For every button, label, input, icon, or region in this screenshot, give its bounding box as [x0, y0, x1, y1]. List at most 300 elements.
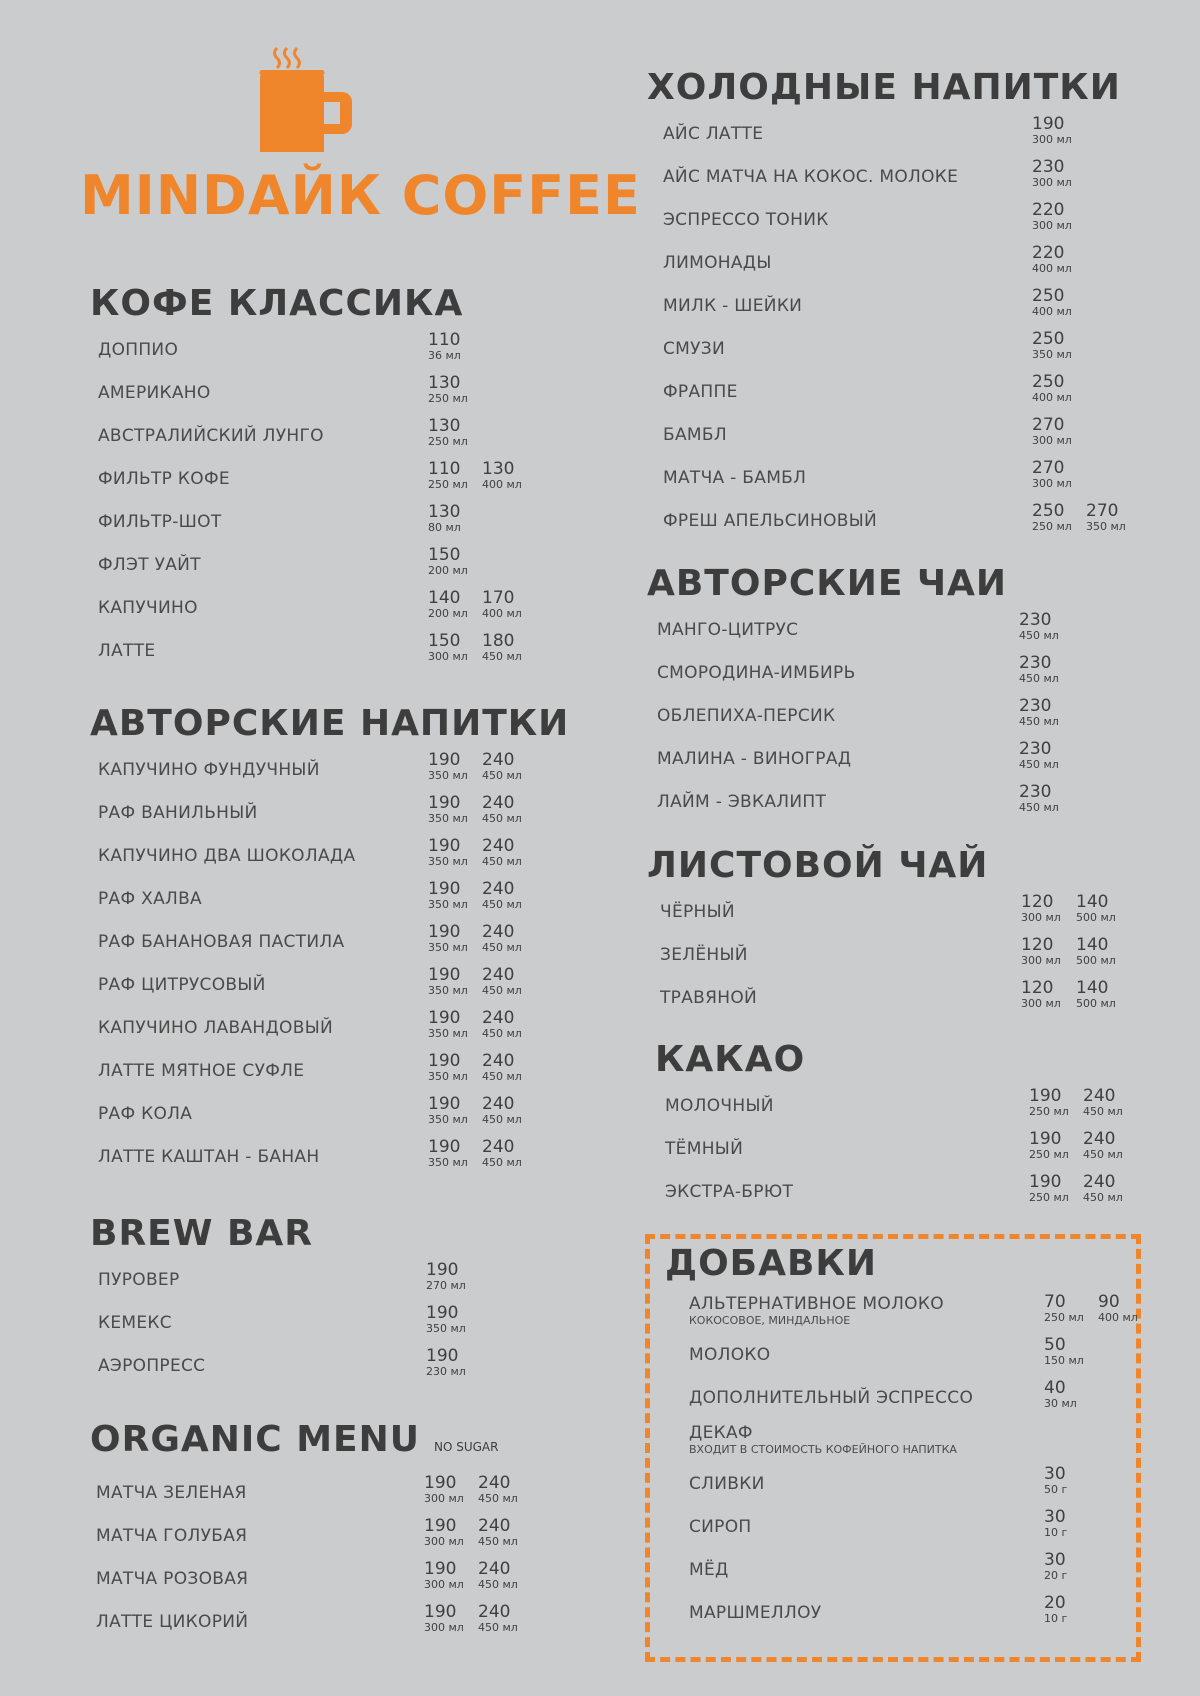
- menu-item: [663, 157, 1121, 200]
- menu-item: [98, 588, 522, 631]
- section-note: NO SUGAR: [434, 1440, 499, 1454]
- menu-item: [689, 1464, 1068, 1507]
- item-price: [1019, 653, 1071, 685]
- price-volume: 250 мл: [1029, 1191, 1069, 1204]
- price-value: 230: [1019, 653, 1052, 673]
- price-value: 240: [482, 879, 515, 899]
- menu-list: [663, 114, 1126, 544]
- item-price: [1029, 1129, 1081, 1161]
- price-volume: 20 г: [1044, 1569, 1068, 1582]
- section-title-text: ДОБАВКИ: [665, 1243, 877, 1284]
- price-volume: 250 мл: [428, 392, 468, 405]
- price-volume: 450 мл: [1083, 1191, 1123, 1204]
- price-volume: 300 мл: [1032, 133, 1072, 146]
- price-volume: 350 мл: [428, 898, 468, 911]
- menu-item: [689, 1378, 1077, 1421]
- price-value: 270: [1086, 501, 1119, 521]
- menu-item: [98, 330, 463, 373]
- price-value: 270: [1032, 458, 1065, 478]
- menu-item: [663, 286, 1121, 329]
- menu-item: [98, 545, 468, 588]
- item-price: [428, 631, 480, 663]
- price-value: 190: [428, 750, 461, 770]
- item-name: МАТЧА - БАМБЛ: [663, 468, 807, 488]
- price-volume: 450 мл: [482, 941, 522, 954]
- price-volume: 350 мл: [428, 1113, 468, 1126]
- section-title-text: ORGANIC MENU: [90, 1419, 420, 1460]
- item-price: [428, 416, 480, 448]
- price-volume: 450 мл: [482, 1156, 522, 1169]
- price-value: 240: [482, 1094, 515, 1114]
- item-price: [426, 1303, 478, 1335]
- section-title: [665, 1244, 877, 1284]
- section-title: [90, 704, 569, 744]
- item-price: [1076, 892, 1128, 924]
- item-price: [428, 588, 480, 620]
- menu-item: [689, 1335, 1084, 1378]
- item-name: СМУЗИ: [663, 339, 726, 359]
- item-name: МОЛОЧНЫЙ: [665, 1096, 774, 1116]
- menu-item: [98, 750, 569, 793]
- item-price: [1021, 978, 1073, 1010]
- item-price: [428, 965, 480, 997]
- item-price: [426, 1346, 478, 1378]
- section-title: [90, 1420, 498, 1467]
- item-name: РАФ ХАЛВА: [98, 889, 202, 909]
- price-volume: 450 мл: [482, 1070, 522, 1083]
- item-price: [428, 879, 480, 911]
- menu-item: [689, 1507, 1068, 1550]
- item-price: [1032, 415, 1084, 447]
- item-price: [1021, 935, 1073, 967]
- menu-item: [96, 1473, 518, 1516]
- price-value: 120: [1021, 978, 1054, 998]
- item-name: БАМБЛ: [663, 425, 727, 445]
- menu-item: [689, 1550, 1068, 1593]
- price-volume: 450 мл: [1083, 1148, 1123, 1161]
- price-volume: 350 мл: [428, 1027, 468, 1040]
- item-name: РАФ БАНАНОВАЯ ПАСТИЛА: [98, 932, 345, 952]
- item-name: СМОРОДИНА-ИМБИРЬ: [657, 663, 856, 683]
- item-price: [1019, 782, 1071, 814]
- menu-list: [98, 750, 569, 1180]
- menu-item: [663, 501, 1126, 544]
- price-volume: 450 мл: [478, 1535, 518, 1548]
- menu-item: [98, 922, 569, 965]
- price-volume: 300 мл: [1021, 911, 1061, 924]
- price-volume: 270 мл: [426, 1279, 466, 1292]
- menu-list: [98, 1260, 466, 1389]
- menu-item: [96, 1602, 518, 1645]
- item-price: [482, 879, 534, 911]
- price-value: 240: [478, 1559, 511, 1579]
- item-price: [428, 793, 480, 825]
- price-value: 20: [1044, 1593, 1066, 1613]
- price-value: 240: [478, 1516, 511, 1536]
- section-coffee-classic: [90, 283, 522, 674]
- item-price: [482, 1137, 534, 1169]
- item-subtitle: КОКОСОВОЕ, МИНДАЛЬНОЕ: [689, 1314, 851, 1327]
- section-title-text: BREW BAR: [90, 1213, 314, 1254]
- price-volume: 350 мл: [1032, 348, 1072, 361]
- price-value: 230: [1019, 782, 1052, 802]
- menu-item: [98, 879, 569, 922]
- item-price: [428, 836, 480, 868]
- section-title: [647, 846, 988, 886]
- price-value: 130: [482, 459, 515, 479]
- item-price: [1044, 1550, 1096, 1582]
- menu-item: [98, 1051, 569, 1094]
- price-volume: 36 мл: [428, 349, 461, 362]
- price-value: 110: [428, 330, 461, 350]
- price-value: 130: [428, 416, 461, 436]
- item-name: ФЛЭТ УАЙТ: [98, 555, 201, 575]
- price-value: 190: [428, 879, 461, 899]
- price-volume: 500 мл: [1076, 997, 1116, 1010]
- price-volume: 300 мл: [1032, 176, 1072, 189]
- item-name: ФРАППЕ: [663, 382, 738, 402]
- item-price: [428, 1137, 480, 1169]
- item-name: АЙС МАТЧА НА КОКОС. МОЛОКЕ: [663, 167, 959, 187]
- price-value: 120: [1021, 935, 1054, 955]
- item-name: РАФ КОЛА: [98, 1104, 193, 1124]
- menu-item: [98, 1137, 569, 1180]
- price-volume: 350 мл: [428, 812, 468, 825]
- price-volume: 450 мл: [482, 855, 522, 868]
- item-name: ФИЛЬТР КОФЕ: [98, 469, 230, 489]
- item-price: [1032, 501, 1084, 533]
- price-value: 130: [428, 373, 461, 393]
- price-volume: 250 мл: [1029, 1105, 1069, 1118]
- price-value: 30: [1044, 1464, 1066, 1484]
- price-volume: 400 мл: [482, 478, 522, 491]
- price-value: 180: [482, 631, 515, 651]
- price-value: 140: [428, 588, 461, 608]
- price-volume: 230 мл: [426, 1365, 466, 1378]
- item-price: [478, 1559, 530, 1591]
- item-price: [482, 1008, 534, 1040]
- item-name: РАФ ЦИТРУСОВЫЙ: [98, 975, 266, 995]
- item-name: МЁД: [689, 1560, 729, 1580]
- price-volume: 200 мл: [428, 564, 468, 577]
- section-organic-menu: [90, 1419, 518, 1645]
- price-value: 120: [1021, 892, 1054, 912]
- item-price: [482, 588, 534, 620]
- item-price: [424, 1516, 476, 1548]
- section-brew-bar: [90, 1213, 466, 1389]
- menu-item: [663, 372, 1121, 415]
- item-name: АВСТРАЛИЙСКИЙ ЛУНГО: [98, 426, 324, 446]
- menu-item: [657, 610, 1059, 653]
- price-volume: 30 мл: [1044, 1397, 1077, 1410]
- item-name: МАТЧА ГОЛУБАЯ: [96, 1526, 248, 1546]
- price-volume: 400 мл: [1032, 262, 1072, 275]
- item-price: [428, 922, 480, 954]
- coffee-cup-icon: [255, 40, 375, 155]
- menu-item: [98, 416, 468, 459]
- section-title: [90, 1214, 313, 1254]
- price-volume: 10 г: [1044, 1612, 1068, 1625]
- price-volume: 350 мл: [1086, 520, 1126, 533]
- menu-item: [663, 243, 1121, 286]
- price-volume: 450 мл: [478, 1578, 518, 1591]
- section-title-text: КОФЕ КЛАССИКА: [90, 283, 464, 324]
- price-value: 190: [428, 1094, 461, 1114]
- price-value: 140: [1076, 892, 1109, 912]
- price-value: 240: [482, 1051, 515, 1071]
- item-price: [1029, 1086, 1081, 1118]
- menu-item: [96, 1516, 518, 1559]
- menu-item: [98, 373, 468, 416]
- item-name: ЭСПРЕССО ТОНИК: [663, 210, 829, 230]
- price-volume: 450 мл: [1019, 715, 1059, 728]
- item-name: ЭКСТРА-БРЮТ: [665, 1182, 794, 1202]
- price-value: 190: [1029, 1086, 1062, 1106]
- price-value: 190: [424, 1602, 457, 1622]
- price-volume: 350 мл: [428, 1156, 468, 1169]
- menu-item: [657, 653, 1059, 696]
- price-value: 190: [428, 922, 461, 942]
- item-name: ТЁМНЫЙ: [665, 1139, 744, 1159]
- price-value: 240: [482, 922, 515, 942]
- price-value: 70: [1044, 1292, 1066, 1312]
- item-name: МАРШМЕЛЛОУ: [689, 1603, 822, 1623]
- item-name: ЛАЙМ - ЭВКАЛИПТ: [657, 792, 827, 812]
- item-name: КАПУЧИНО ФУНДУЧНЫЙ: [98, 760, 320, 780]
- item-name: СИРОП: [689, 1517, 752, 1537]
- item-price: [1032, 243, 1084, 275]
- item-name: МАНГО-ЦИТРУС: [657, 620, 799, 640]
- price-volume: 250 мл: [1029, 1148, 1069, 1161]
- menu-item: [689, 1421, 957, 1464]
- price-volume: 450 мл: [1019, 801, 1059, 814]
- menu-item: [98, 1346, 466, 1389]
- price-volume: 400 мл: [482, 607, 522, 620]
- menu-item: [98, 1094, 569, 1137]
- price-volume: 80 мл: [428, 521, 461, 534]
- section-title-text: АВТОРСКИЕ НАПИТКИ: [90, 703, 570, 744]
- price-value: 240: [482, 750, 515, 770]
- menu-item: [98, 631, 522, 674]
- item-name: АЛЬТЕРНАТИВНОЕ МОЛОКО: [689, 1294, 944, 1314]
- price-value: 230: [1019, 610, 1052, 630]
- price-volume: 350 мл: [428, 769, 468, 782]
- item-price: [428, 459, 480, 491]
- item-name: КАПУЧИНО: [98, 598, 198, 618]
- item-name: ЛАТТЕ ЦИКОРИЙ: [96, 1612, 249, 1632]
- price-volume: 200 мл: [428, 607, 468, 620]
- price-value: 240: [482, 965, 515, 985]
- price-value: 240: [478, 1602, 511, 1622]
- price-value: 140: [1076, 935, 1109, 955]
- item-price: [1019, 696, 1071, 728]
- menu-list: [665, 1086, 1123, 1215]
- menu-item: [663, 114, 1121, 157]
- menu-item: [98, 1303, 466, 1346]
- item-price: [1044, 1464, 1096, 1496]
- price-value: 240: [482, 1008, 515, 1028]
- item-price: [1032, 372, 1084, 404]
- price-value: 250: [1032, 372, 1065, 392]
- menu-item: [98, 965, 569, 1008]
- price-value: 220: [1032, 243, 1065, 263]
- menu-item: [98, 1260, 466, 1303]
- item-price: [1076, 978, 1128, 1010]
- item-name: МОЛОКО: [689, 1345, 771, 1365]
- price-value: 240: [478, 1473, 511, 1493]
- item-price: [1044, 1507, 1096, 1539]
- price-volume: 250 мл: [428, 435, 468, 448]
- menu-item: [98, 836, 569, 879]
- brand-name: MINDАЙК COFFEE: [80, 164, 641, 227]
- item-price: [1044, 1292, 1096, 1324]
- section-title-text: ЛИСТОВОЙ ЧАЙ: [647, 845, 989, 886]
- section-addons: [665, 1243, 1138, 1636]
- price-value: 190: [426, 1260, 459, 1280]
- price-volume: 500 мл: [1076, 954, 1116, 967]
- price-volume: 450 мл: [1019, 629, 1059, 642]
- menu-item: [660, 978, 1116, 1021]
- price-value: 40: [1044, 1378, 1066, 1398]
- price-value: 50: [1044, 1335, 1066, 1355]
- price-volume: 450 мл: [482, 769, 522, 782]
- item-name: ФРЕШ АПЕЛЬСИНОВЫЙ: [663, 511, 878, 531]
- price-volume: 300 мл: [1021, 954, 1061, 967]
- item-name: АЭРОПРЕСС: [98, 1356, 206, 1376]
- item-price: [1021, 892, 1073, 924]
- menu-item: [98, 793, 569, 836]
- item-name: ЛИМОНАДЫ: [663, 253, 772, 273]
- price-value: 190: [424, 1473, 457, 1493]
- price-value: 110: [428, 459, 461, 479]
- item-price: [428, 545, 480, 577]
- price-volume: 250 мл: [1032, 520, 1072, 533]
- section-cold-drinks: [645, 67, 1126, 544]
- price-value: 250: [1032, 501, 1065, 521]
- section-leaf-tea: [645, 845, 1116, 1021]
- item-price: [428, 1008, 480, 1040]
- price-value: 190: [1029, 1172, 1062, 1192]
- item-name: ДЕКАФ: [689, 1423, 753, 1443]
- item-name: ЛАТТЕ: [98, 641, 156, 661]
- price-volume: 450 мл: [482, 898, 522, 911]
- item-price: [1032, 329, 1084, 361]
- price-value: 150: [428, 631, 461, 651]
- item-price: [424, 1602, 476, 1634]
- item-name: МАЛИНА - ВИНОГРАД: [657, 749, 852, 769]
- price-volume: 300 мл: [424, 1621, 464, 1634]
- price-volume: 450 мл: [1019, 672, 1059, 685]
- menu-item: [98, 502, 463, 545]
- brand-logo: [80, 40, 641, 240]
- price-value: 230: [1019, 739, 1052, 759]
- menu-list: [96, 1473, 518, 1645]
- price-volume: 300 мл: [428, 650, 468, 663]
- item-price: [1032, 157, 1084, 189]
- price-value: 230: [1019, 696, 1052, 716]
- item-price: [482, 631, 534, 663]
- price-volume: 450 мл: [482, 650, 522, 663]
- price-volume: 400 мл: [1032, 305, 1072, 318]
- price-volume: 250 мл: [428, 478, 468, 491]
- item-price: [1032, 286, 1084, 318]
- price-volume: 300 мл: [1032, 434, 1072, 447]
- item-price: [1076, 935, 1128, 967]
- price-volume: 300 мл: [424, 1492, 464, 1505]
- item-name: ЛАТТЕ МЯТНОЕ СУФЛЕ: [98, 1061, 305, 1081]
- price-value: 30: [1044, 1507, 1066, 1527]
- price-value: 190: [428, 965, 461, 985]
- item-name: АЙС ЛАТТЕ: [663, 124, 764, 144]
- item-price: [478, 1516, 530, 1548]
- price-volume: 300 мл: [1032, 219, 1072, 232]
- item-price: [1083, 1086, 1135, 1118]
- price-volume: 50 г: [1044, 1483, 1068, 1496]
- item-price: [1044, 1378, 1096, 1410]
- price-value: 130: [428, 502, 461, 522]
- menu-item: [98, 459, 522, 502]
- item-price: [428, 750, 480, 782]
- item-name: ДОПОЛНИТЕЛЬНЫЙ ЭСПРЕССО: [689, 1388, 974, 1408]
- price-volume: 350 мл: [428, 984, 468, 997]
- price-value: 190: [426, 1346, 459, 1366]
- price-value: 170: [482, 588, 515, 608]
- item-name: АМЕРИКАНО: [98, 383, 211, 403]
- item-name: РАФ ВАНИЛЬНЫЙ: [98, 803, 258, 823]
- menu-item: [663, 329, 1121, 372]
- price-volume: 150 мл: [1044, 1354, 1084, 1367]
- menu-list: [660, 892, 1116, 1021]
- item-price: [482, 793, 534, 825]
- item-price: [1029, 1172, 1081, 1204]
- item-name: КАПУЧИНО ЛАВАНДОВЫЙ: [98, 1018, 334, 1038]
- item-name: КАПУЧИНО ДВА ШОКОЛАДА: [98, 846, 356, 866]
- price-volume: 500 мл: [1076, 911, 1116, 924]
- item-price: [428, 1094, 480, 1126]
- item-price: [482, 836, 534, 868]
- price-volume: 400 мл: [1098, 1311, 1138, 1324]
- menu-item: [665, 1129, 1123, 1172]
- menu-item: [657, 696, 1059, 739]
- price-value: 190: [428, 1137, 461, 1157]
- item-name: ТРАВЯНОЙ: [660, 988, 758, 1008]
- item-price: [478, 1602, 530, 1634]
- item-price: [482, 1094, 534, 1126]
- price-volume: 450 мл: [482, 1113, 522, 1126]
- price-value: 230: [1032, 157, 1065, 177]
- price-volume: 450 мл: [478, 1621, 518, 1634]
- price-value: 250: [1032, 286, 1065, 306]
- menu-list: [689, 1292, 1138, 1636]
- item-name: ЛАТТЕ КАШТАН - БАНАН: [98, 1147, 320, 1167]
- item-price: [424, 1559, 476, 1591]
- item-price: [424, 1473, 476, 1505]
- item-name: СЛИВКИ: [689, 1474, 765, 1494]
- item-price: [428, 502, 480, 534]
- menu-item: [663, 415, 1121, 458]
- item-name: МАТЧА РОЗОВАЯ: [96, 1569, 249, 1589]
- item-price: [1044, 1335, 1096, 1367]
- price-value: 190: [428, 1051, 461, 1071]
- price-value: 190: [428, 1008, 461, 1028]
- item-price: [482, 922, 534, 954]
- menu-item: [665, 1172, 1123, 1215]
- price-value: 240: [482, 793, 515, 813]
- item-price: [1032, 458, 1084, 490]
- item-price: [1098, 1292, 1150, 1324]
- item-price: [1083, 1129, 1135, 1161]
- price-value: 240: [1083, 1172, 1116, 1192]
